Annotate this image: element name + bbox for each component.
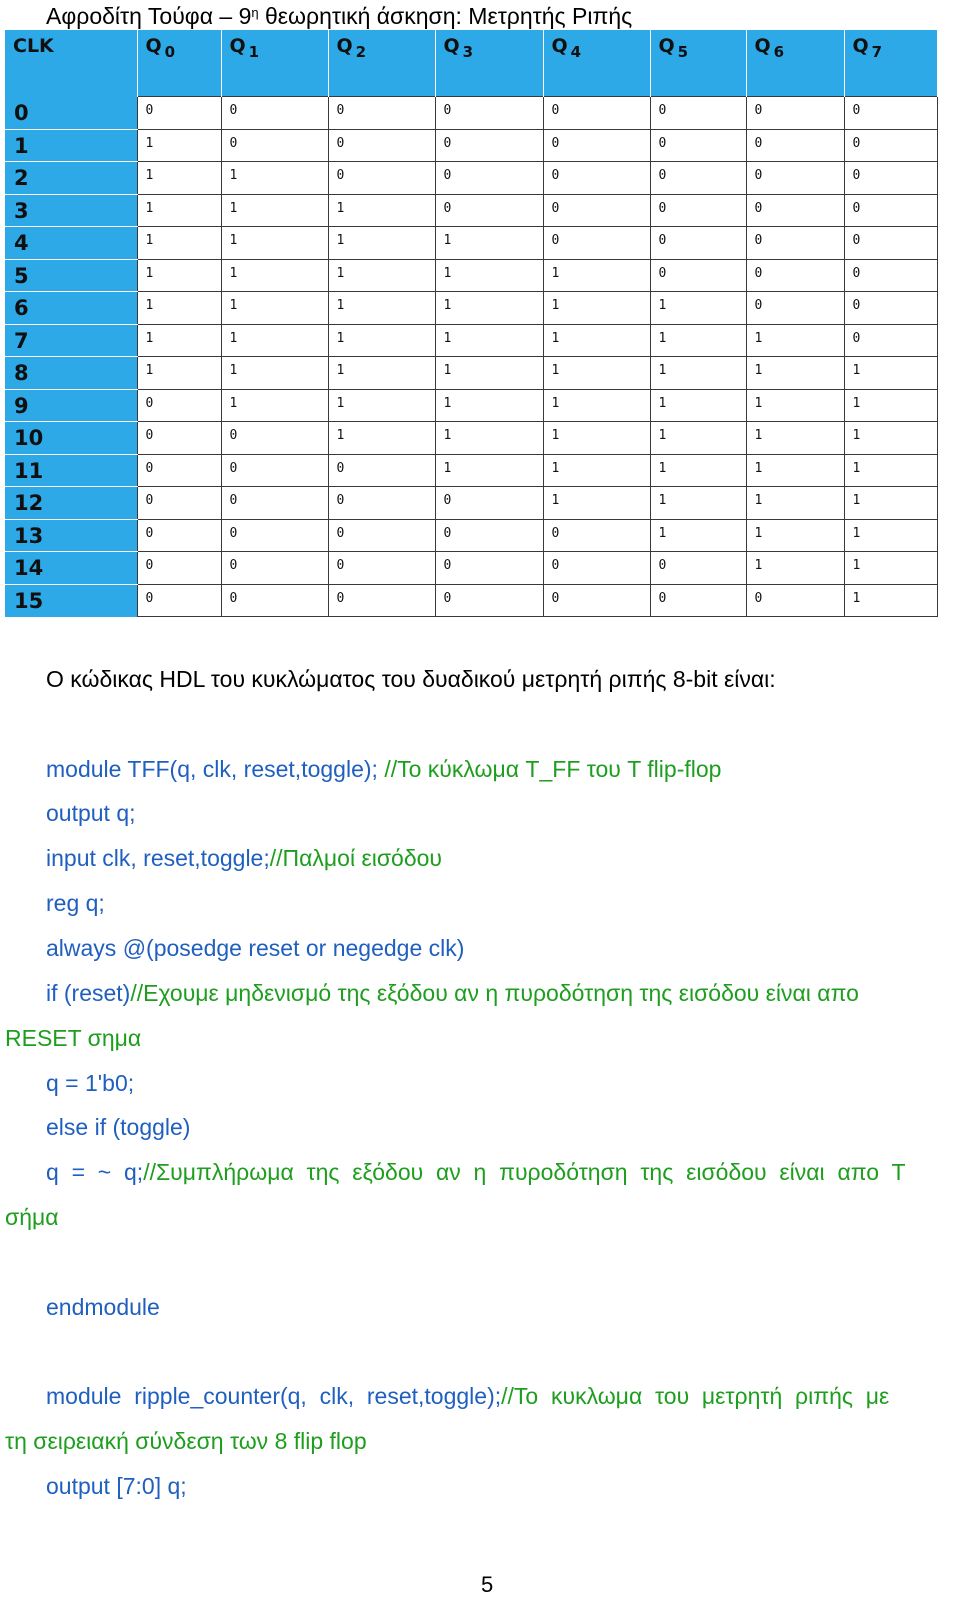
table-row xyxy=(5,487,937,519)
header-q4: Q $_4$ xyxy=(543,30,650,97)
q-cell: 1 xyxy=(844,519,937,551)
header-q7: Q $_7$ xyxy=(844,30,937,97)
clk-cell: 2 xyxy=(5,162,137,194)
q-cell: 1 xyxy=(137,292,221,324)
q-cell: 1 xyxy=(221,194,328,226)
code-line: always @(posedge reset or negedge clk) xyxy=(46,935,465,961)
q-cell: 1 xyxy=(844,389,937,421)
q-cell: 1 xyxy=(221,227,328,259)
q-cell: 1 xyxy=(137,227,221,259)
q-cell: 0 xyxy=(435,519,543,551)
clk-cell: 4 xyxy=(5,227,137,259)
table-row xyxy=(5,422,937,454)
q-cell: 0 xyxy=(137,584,221,617)
q-cell: 0 xyxy=(137,389,221,421)
page-header: Αφροδίτη Τούφα – $9^\eta$ θεωρητική άσκηση: Μετρητής Ριπής xyxy=(46,3,633,29)
clk-cell: 0 xyxy=(5,97,137,129)
q-cell: 0 xyxy=(137,487,221,519)
q-cell: 1 xyxy=(746,487,844,519)
table-row xyxy=(5,552,937,584)
q-cell: 1 xyxy=(650,519,746,551)
q-cell: 1 xyxy=(328,357,435,389)
table-row xyxy=(5,194,937,226)
q-cell: 0 xyxy=(844,292,937,324)
table-row xyxy=(5,519,937,551)
q-cell: 0 xyxy=(435,552,543,584)
clk-cell: 12 xyxy=(5,487,137,519)
code-line: q = 1'b0; xyxy=(46,1070,135,1096)
q-cell: 0 xyxy=(650,259,746,291)
code-comment-continuation: σήμα xyxy=(5,1204,59,1230)
q-cell: 1 xyxy=(543,259,650,291)
q-cell: 1 xyxy=(435,357,543,389)
table-row xyxy=(5,292,937,324)
q-cell: 1 xyxy=(137,259,221,291)
q-cell: 1 xyxy=(435,389,543,421)
q-cell: 1 xyxy=(543,487,650,519)
q-cell: 1 xyxy=(844,422,937,454)
clk-cell: 8 xyxy=(5,357,137,389)
q-cell: 0 xyxy=(221,584,328,617)
q-cell: 0 xyxy=(844,194,937,226)
code-comment-continuation: RESET σημα xyxy=(5,1025,142,1051)
q-cell: 0 xyxy=(543,519,650,551)
q-cell: 0 xyxy=(435,97,543,129)
q-cell: 0 xyxy=(328,552,435,584)
q-cell: 0 xyxy=(221,487,328,519)
q-cell: 1 xyxy=(543,292,650,324)
q-cell: 0 xyxy=(328,162,435,194)
q-cell: 1 xyxy=(543,422,650,454)
q-cell: 0 xyxy=(650,227,746,259)
q-cell: 0 xyxy=(435,162,543,194)
q-cell: 1 xyxy=(746,389,844,421)
code-line: output q; xyxy=(46,800,136,826)
q-cell: 1 xyxy=(650,357,746,389)
q-cell: 1 xyxy=(137,324,221,356)
q-cell: 0 xyxy=(435,584,543,617)
q-cell: 0 xyxy=(844,227,937,259)
q-cell: 0 xyxy=(543,194,650,226)
table-row xyxy=(5,357,937,389)
intro-text: Ο κώδικας HDL του κυκλώματος του δυαδικού μετρητή ριπής 8-bit είναι: xyxy=(46,666,776,692)
q-cell: 0 xyxy=(137,422,221,454)
q-cell: 1 xyxy=(328,324,435,356)
table-row xyxy=(5,129,937,161)
table-row xyxy=(5,259,937,291)
header-q3: Q $_3$ xyxy=(435,30,543,97)
clk-cell: 15 xyxy=(5,584,137,617)
q-cell: 1 xyxy=(435,324,543,356)
q-cell: 1 xyxy=(746,422,844,454)
code-line: input clk, reset,toggle;//Παλμοί εισόδου xyxy=(46,845,442,871)
q-cell: 0 xyxy=(328,97,435,129)
q-cell: 1 xyxy=(650,324,746,356)
q-cell: 1 xyxy=(137,129,221,161)
clk-cell: 11 xyxy=(5,454,137,486)
header-q2: Q $_2$ xyxy=(328,30,435,97)
q-cell: 1 xyxy=(650,292,746,324)
q-cell: 1 xyxy=(844,552,937,584)
header-q5: Q $_5$ xyxy=(650,30,746,97)
q-cell: 1 xyxy=(844,584,937,617)
table-header-row xyxy=(5,30,937,97)
clk-cell: 5 xyxy=(5,259,137,291)
q-cell: 0 xyxy=(221,552,328,584)
q-cell: 0 xyxy=(543,97,650,129)
clk-cell: 10 xyxy=(5,422,137,454)
code-line: endmodule xyxy=(46,1294,160,1320)
q-cell: 1 xyxy=(435,422,543,454)
q-cell: 0 xyxy=(435,487,543,519)
q-cell: 1 xyxy=(844,487,937,519)
q-cell: 0 xyxy=(543,129,650,161)
clk-cell: 14 xyxy=(5,552,137,584)
table-row xyxy=(5,389,937,421)
q-cell: 1 xyxy=(137,194,221,226)
q-cell: 0 xyxy=(543,162,650,194)
q-cell: 0 xyxy=(435,129,543,161)
q-cell: 1 xyxy=(746,357,844,389)
q-cell: 1 xyxy=(137,357,221,389)
q-cell: 0 xyxy=(137,519,221,551)
q-cell: 1 xyxy=(543,324,650,356)
q-cell: 1 xyxy=(221,162,328,194)
code-line: module TFF(q, clk, reset,toggle); //Το κύκλωμα T_FF του T flip-flop xyxy=(46,756,722,782)
q-cell: 1 xyxy=(221,389,328,421)
code-line: if (reset)//Εχουμε μηδενισμό της εξόδου αν η πυροδότηση της εισόδου είναι απο xyxy=(46,980,859,1006)
q-cell: 1 xyxy=(746,324,844,356)
clk-cell: 13 xyxy=(5,519,137,551)
clk-cell: 7 xyxy=(5,324,137,356)
q-cell: 0 xyxy=(650,97,746,129)
code-line: else if (toggle) xyxy=(46,1114,191,1140)
q-cell: 1 xyxy=(328,292,435,324)
truth-table xyxy=(5,30,938,617)
q-cell: 0 xyxy=(746,162,844,194)
q-cell: 0 xyxy=(650,584,746,617)
q-cell: 0 xyxy=(650,552,746,584)
q-cell: 0 xyxy=(844,162,937,194)
q-cell: 1 xyxy=(844,454,937,486)
code-line: module ripple_counter(q, clk, reset,toggle);//Το κυκλωμα του μετρητή ριπής με xyxy=(46,1383,890,1409)
q-cell: 0 xyxy=(221,454,328,486)
q-cell: 1 xyxy=(328,194,435,226)
header-q0: Q $_0$ xyxy=(137,30,221,97)
q-cell: 0 xyxy=(746,129,844,161)
code-line: reg q; xyxy=(46,890,105,916)
q-cell: 1 xyxy=(746,519,844,551)
q-cell: 0 xyxy=(844,97,937,129)
q-cell: 0 xyxy=(328,584,435,617)
q-cell: 1 xyxy=(543,454,650,486)
q-cell: 1 xyxy=(221,259,328,291)
q-cell: 1 xyxy=(328,259,435,291)
q-cell: 0 xyxy=(746,584,844,617)
q-cell: 1 xyxy=(328,422,435,454)
table-row xyxy=(5,324,937,356)
q-cell: 1 xyxy=(746,454,844,486)
q-cell: 0 xyxy=(543,584,650,617)
code-line: output [7:0] q; xyxy=(46,1473,187,1499)
clk-cell: 1 xyxy=(5,129,137,161)
q-cell: 1 xyxy=(328,227,435,259)
q-cell: 0 xyxy=(435,194,543,226)
q-cell: 1 xyxy=(650,487,746,519)
q-cell: 1 xyxy=(435,292,543,324)
q-cell: 0 xyxy=(328,487,435,519)
q-cell: 1 xyxy=(137,162,221,194)
q-cell: 0 xyxy=(221,97,328,129)
code-line: q = ~ q;//Συμπλήρωμα της εξόδου αν η πυροδότηση της εισόδου είναι απο Τ xyxy=(46,1159,906,1185)
q-cell: 0 xyxy=(746,259,844,291)
q-cell: 0 xyxy=(221,519,328,551)
q-cell: 0 xyxy=(844,129,937,161)
q-cell: 1 xyxy=(435,227,543,259)
q-cell: 1 xyxy=(650,422,746,454)
q-cell: 0 xyxy=(746,97,844,129)
q-cell: 0 xyxy=(746,227,844,259)
q-cell: 0 xyxy=(328,519,435,551)
table-row xyxy=(5,162,937,194)
q-cell: 1 xyxy=(543,389,650,421)
clk-cell: 9 xyxy=(5,389,137,421)
q-cell: 0 xyxy=(328,129,435,161)
q-cell: 1 xyxy=(435,454,543,486)
q-cell: 1 xyxy=(221,357,328,389)
q-cell: 0 xyxy=(650,129,746,161)
table-row xyxy=(5,584,937,617)
q-cell: 1 xyxy=(844,357,937,389)
q-cell: 1 xyxy=(221,324,328,356)
q-cell: 0 xyxy=(746,194,844,226)
clk-cell: 6 xyxy=(5,292,137,324)
q-cell: 0 xyxy=(137,454,221,486)
q-cell: 0 xyxy=(221,422,328,454)
q-cell: 0 xyxy=(328,454,435,486)
q-cell: 1 xyxy=(328,389,435,421)
q-cell: 0 xyxy=(650,162,746,194)
q-cell: 1 xyxy=(746,552,844,584)
clk-cell: 3 xyxy=(5,194,137,226)
q-cell: 0 xyxy=(746,292,844,324)
q-cell: 0 xyxy=(137,552,221,584)
q-cell: 0 xyxy=(844,259,937,291)
code-comment-continuation: τη σειρειακή σύνδεση των 8 flip flop xyxy=(5,1428,367,1454)
q-cell: 1 xyxy=(650,389,746,421)
q-cell: 0 xyxy=(221,129,328,161)
table-row xyxy=(5,97,937,129)
q-cell: 0 xyxy=(844,324,937,356)
q-cell: 1 xyxy=(221,292,328,324)
table-row xyxy=(5,454,937,486)
q-cell: 0 xyxy=(137,97,221,129)
header-q1: Q $_1$ xyxy=(221,30,328,97)
q-cell: 0 xyxy=(650,194,746,226)
page-number: 5 xyxy=(481,1572,494,1597)
q-cell: 0 xyxy=(543,227,650,259)
q-cell: 0 xyxy=(543,552,650,584)
table-row xyxy=(5,227,937,259)
q-cell: 1 xyxy=(543,357,650,389)
q-cell: 1 xyxy=(650,454,746,486)
header-q6: Q $_6$ xyxy=(746,30,844,97)
header-clk: CLK xyxy=(5,30,137,97)
q-cell: 1 xyxy=(435,259,543,291)
